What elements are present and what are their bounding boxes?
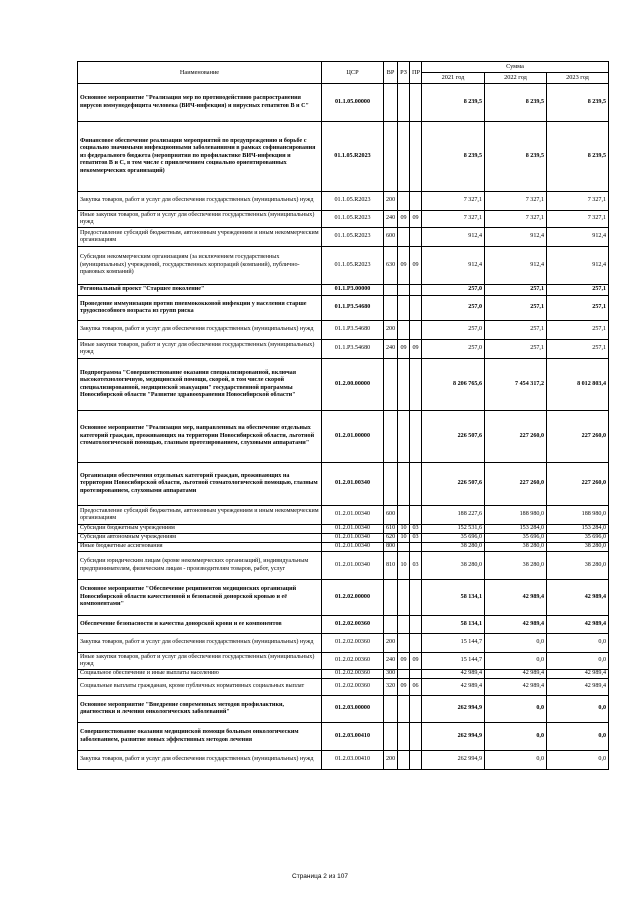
cell-csr: 01.2.03.00000	[322, 696, 384, 723]
cell-2022: 257,1	[485, 285, 547, 296]
cell-2023: 0,0	[547, 653, 609, 670]
cell-name: Предоставление субсидий бюджетным, автономным учреждениям и иным некоммерческим организациям	[78, 228, 322, 247]
header-pr: ПР	[410, 62, 422, 84]
cell-vr: 600	[384, 228, 398, 247]
cell-name: Субсидии автономным учреждениям	[78, 534, 322, 543]
cell-rz: 10	[398, 552, 410, 580]
cell-pr	[410, 670, 422, 679]
cell-2021: 188 227,6	[422, 506, 485, 525]
header-row	[78, 62, 609, 73]
cell-csr: 01.1.05.R2023	[322, 192, 384, 211]
cell-pr	[410, 359, 422, 411]
cell-vr: 240	[384, 211, 398, 228]
table-row	[78, 463, 609, 506]
cell-csr: 01.2.03.00410	[322, 723, 384, 751]
cell-vr	[384, 84, 398, 122]
cell-2022: 257,1	[485, 321, 547, 340]
cell-2021: 58 134,1	[422, 616, 485, 634]
cell-name: Закупка товаров, работ и услуг для обеспечения государственных (муниципальных) нужд	[78, 192, 322, 211]
table-row	[78, 723, 609, 751]
cell-name: Иные закупки товаров, работ и услуг для обеспечения государственных (муниципальных) нужд	[78, 211, 322, 228]
table-row	[78, 552, 609, 580]
cell-2022: 257,1	[485, 296, 547, 321]
cell-2022: 227 260,0	[485, 411, 547, 463]
cell-pr	[410, 543, 422, 552]
table-row	[78, 670, 609, 679]
cell-vr	[384, 359, 398, 411]
cell-2021: 15 144,7	[422, 653, 485, 670]
cell-vr: 810	[384, 552, 398, 580]
cell-rz	[398, 321, 410, 340]
cell-csr: 01.2.00.00000	[322, 359, 384, 411]
page-footer: Страница 2 из 107	[292, 873, 348, 880]
cell-2022: 7 454 317,2	[485, 359, 547, 411]
cell-pr	[410, 580, 422, 616]
cell-pr	[410, 296, 422, 321]
table-row	[78, 122, 609, 192]
cell-csr: 01.1.05.R2023	[322, 247, 384, 285]
cell-name: Социальное обеспечение и иные выплаты населению	[78, 670, 322, 679]
cell-name: Региональный проект "Старшее поколение"	[78, 285, 322, 296]
cell-csr: 01.2.02.00360	[322, 670, 384, 679]
cell-rz	[398, 696, 410, 723]
cell-2023: 257,1	[547, 285, 609, 296]
cell-rz	[398, 616, 410, 634]
cell-2021: 38 280,0	[422, 543, 485, 552]
cell-vr: 200	[384, 192, 398, 211]
cell-2021: 8 206 765,6	[422, 359, 485, 411]
cell-2023: 0,0	[547, 696, 609, 723]
header-rz: РЗ	[398, 62, 410, 84]
table-row	[78, 340, 609, 359]
cell-vr: 320	[384, 679, 398, 696]
cell-2021: 8 239,5	[422, 84, 485, 122]
cell-name: Совершенствование оказания медицинской помощи больным онкологическим заболеванием, развитие новых эффективных методов лечения	[78, 723, 322, 751]
cell-2021: 35 696,0	[422, 534, 485, 543]
cell-2023: 42 989,4	[547, 580, 609, 616]
cell-vr	[384, 122, 398, 192]
table-row	[78, 411, 609, 463]
cell-2022: 42 989,4	[485, 679, 547, 696]
cell-pr	[410, 321, 422, 340]
cell-vr: 240	[384, 340, 398, 359]
cell-name: Иные бюджетные ассигнования	[78, 543, 322, 552]
cell-rz: 09	[398, 653, 410, 670]
cell-2022: 38 280,0	[485, 543, 547, 552]
cell-rz	[398, 670, 410, 679]
cell-name: Обеспечение безопасности и качества донорской крови и ее компонентов	[78, 616, 322, 634]
cell-pr: 03	[410, 552, 422, 580]
cell-2023: 42 989,4	[547, 616, 609, 634]
cell-pr	[410, 463, 422, 506]
cell-csr: 01.2.01.00340	[322, 552, 384, 580]
cell-name: Организация обеспечения отдельных категорий граждан, проживающих на территории Новосибирской области, льготной стоматологической помощью, глазным протезированием, слуховыми аппаратами	[78, 463, 322, 506]
cell-2022: 0,0	[485, 696, 547, 723]
cell-rz: 09	[398, 340, 410, 359]
table-row	[78, 580, 609, 616]
cell-2021: 58 134,1	[422, 580, 485, 616]
cell-vr: 300	[384, 670, 398, 679]
cell-name: Субсидии бюджетным учреждениям	[78, 525, 322, 534]
cell-name: Закупка товаров, работ и услуг для обеспечения государственных (муниципальных) нужд	[78, 751, 322, 770]
cell-csr: 01.2.02.00360	[322, 616, 384, 634]
cell-pr: 03	[410, 534, 422, 543]
header-vr: ВР	[384, 62, 398, 84]
cell-2023: 35 696,0	[547, 534, 609, 543]
cell-rz	[398, 463, 410, 506]
table-row	[78, 696, 609, 723]
cell-2022: 0,0	[485, 653, 547, 670]
cell-pr: 06	[410, 679, 422, 696]
cell-vr	[384, 296, 398, 321]
table-row	[78, 543, 609, 552]
table-row	[78, 192, 609, 211]
table-row	[78, 359, 609, 411]
table-row	[78, 534, 609, 543]
table-row	[78, 506, 609, 525]
cell-2023: 38 280,0	[547, 552, 609, 580]
table-row	[78, 296, 609, 321]
cell-pr: 03	[410, 525, 422, 534]
cell-csr: 01.2.01.00340	[322, 506, 384, 525]
cell-2021: 257,0	[422, 296, 485, 321]
cell-csr: 01.2.03.00410	[322, 751, 384, 770]
cell-2023: 8 239,5	[547, 122, 609, 192]
cell-2022: 8 239,5	[485, 84, 547, 122]
budget-table	[77, 61, 609, 770]
cell-2023: 257,1	[547, 340, 609, 359]
cell-vr: 200	[384, 751, 398, 770]
cell-vr: 610	[384, 525, 398, 534]
cell-name: Основное мероприятие "Внедрение современных методов профилактики, диагностики и лечения онкологических заболеваний"	[78, 696, 322, 723]
cell-name: Субсидии некоммерческим организациям (за исключением государственных (муниципальных) учреждений, государственных корпораций (компаний), публично-правовых компаний)	[78, 247, 322, 285]
cell-vr	[384, 285, 398, 296]
cell-name: Иные закупки товаров, работ и услуг для обеспечения государственных (муниципальных) нужд	[78, 653, 322, 670]
cell-2021: 38 280,0	[422, 552, 485, 580]
cell-name: Иные закупки товаров, работ и услуг для обеспечения государственных (муниципальных) нужд	[78, 340, 322, 359]
cell-pr	[410, 634, 422, 653]
cell-csr: 01.2.01.00000	[322, 411, 384, 463]
cell-2021: 262 994,9	[422, 723, 485, 751]
cell-pr	[410, 751, 422, 770]
cell-vr	[384, 580, 398, 616]
table-row	[78, 525, 609, 534]
cell-pr	[410, 506, 422, 525]
cell-name: Подпрограмма "Совершенствование оказания специализированной, включая высокотехнологичную, медицинской помощи, скорой, в том числе скорой специализированной, медицинской эвакуации" государственной программы Новосибирской области "Развитие здравоохранения Новосибирской области"	[78, 359, 322, 411]
cell-pr: 09	[410, 340, 422, 359]
cell-rz	[398, 543, 410, 552]
cell-pr	[410, 411, 422, 463]
table-row	[78, 751, 609, 770]
table-row	[78, 653, 609, 670]
cell-2021: 42 989,4	[422, 670, 485, 679]
cell-2023: 42 989,4	[547, 679, 609, 696]
cell-2022: 42 989,4	[485, 580, 547, 616]
table-row	[78, 634, 609, 653]
cell-2022: 38 280,0	[485, 552, 547, 580]
cell-2023: 227 260,0	[547, 463, 609, 506]
cell-2023: 912,4	[547, 228, 609, 247]
cell-csr: 01.2.02.00360	[322, 634, 384, 653]
table-row	[78, 616, 609, 634]
cell-name: Финансовое обеспечение реализации мероприятий по предупреждению и борьбе с социально значимыми инфекционными заболеваниями в рамках софинансирования из федерального бюджета (мероприятия по профилактике ВИЧ-инфекции и гепатитов В и С, в том числе с привлечением социально ориентированных некоммерческих организаций)	[78, 122, 322, 192]
cell-rz	[398, 192, 410, 211]
cell-2023: 0,0	[547, 751, 609, 770]
cell-name: Основное мероприятие "Реализация мер, направленных на обеспечение отдельных категорий граждан, проживающих на территории Новосибирской области, льготной стоматологической помощью, глазным протезированием, слуховыми аппаратами"	[78, 411, 322, 463]
cell-name: Социальные выплаты гражданам, кроме публичных нормативных социальных выплат	[78, 679, 322, 696]
cell-2023: 257,1	[547, 296, 609, 321]
table-row	[78, 321, 609, 340]
cell-rz	[398, 122, 410, 192]
cell-name: Основное мероприятие "Обеспечение реципиентов медицинских организаций Новосибирской области качественной и безопасной донорской кровью и её компонентами"	[78, 580, 322, 616]
cell-csr: 01.1.P3.00000	[322, 285, 384, 296]
cell-pr: 09	[410, 653, 422, 670]
cell-rz	[398, 285, 410, 296]
cell-2023: 188 980,0	[547, 506, 609, 525]
cell-2022: 42 989,4	[485, 616, 547, 634]
cell-rz: 10	[398, 525, 410, 534]
cell-rz	[398, 411, 410, 463]
cell-rz	[398, 634, 410, 653]
header-name: Наименование	[78, 62, 322, 84]
cell-2021: 912,4	[422, 228, 485, 247]
cell-vr: 630	[384, 247, 398, 285]
cell-rz	[398, 580, 410, 616]
cell-rz: 09	[398, 211, 410, 228]
cell-rz	[398, 723, 410, 751]
cell-csr: 01.2.02.00000	[322, 580, 384, 616]
cell-vr	[384, 411, 398, 463]
cell-pr	[410, 285, 422, 296]
table-row	[78, 679, 609, 696]
cell-2021: 226 507,6	[422, 411, 485, 463]
cell-vr: 600	[384, 506, 398, 525]
cell-vr: 800	[384, 543, 398, 552]
cell-vr	[384, 723, 398, 751]
cell-name: Закупка товаров, работ и услуг для обеспечения государственных (муниципальных) нужд	[78, 634, 322, 653]
cell-pr	[410, 192, 422, 211]
cell-rz	[398, 296, 410, 321]
cell-pr	[410, 228, 422, 247]
cell-2021: 42 989,4	[422, 679, 485, 696]
cell-2021: 257,0	[422, 340, 485, 359]
cell-2021: 257,0	[422, 285, 485, 296]
cell-rz: 10	[398, 534, 410, 543]
cell-2023: 227 260,0	[547, 411, 609, 463]
cell-csr: 01.2.02.00360	[322, 679, 384, 696]
cell-csr: 01.1.P3.54680	[322, 340, 384, 359]
cell-2021: 257,0	[422, 321, 485, 340]
cell-rz	[398, 751, 410, 770]
cell-csr: 01.1.05.00000	[322, 84, 384, 122]
cell-pr	[410, 696, 422, 723]
cell-2022: 7 327,1	[485, 211, 547, 228]
cell-pr	[410, 84, 422, 122]
cell-csr: 01.2.01.00340	[322, 525, 384, 534]
cell-2022: 227 260,0	[485, 463, 547, 506]
cell-2023: 7 327,1	[547, 192, 609, 211]
cell-2023: 0,0	[547, 723, 609, 751]
cell-2021: 8 239,5	[422, 122, 485, 192]
cell-2021: 7 327,1	[422, 192, 485, 211]
cell-2021: 226 507,6	[422, 463, 485, 506]
cell-csr: 01.1.05.R2023	[322, 122, 384, 192]
cell-2021: 15 144,7	[422, 634, 485, 653]
cell-csr: 01.1.P3.54680	[322, 321, 384, 340]
table-row	[78, 84, 609, 122]
cell-2023: 153 284,0	[547, 525, 609, 534]
table-row	[78, 228, 609, 247]
cell-rz	[398, 359, 410, 411]
header-year-2023: 2023 год	[547, 73, 609, 84]
cell-name: Субсидии юридическим лицам (кроме некоммерческих организаций), индивидуальным предпринимателям, физическим лицам - производителям товаров, работ, услуг	[78, 552, 322, 580]
cell-2021: 912,4	[422, 247, 485, 285]
cell-2021: 262 994,9	[422, 696, 485, 723]
cell-2022: 153 284,0	[485, 525, 547, 534]
cell-2022: 35 696,0	[485, 534, 547, 543]
cell-vr: 620	[384, 534, 398, 543]
cell-csr: 01.1.P3.54680	[322, 296, 384, 321]
cell-vr	[384, 696, 398, 723]
cell-2022: 42 989,4	[485, 670, 547, 679]
cell-2021: 262 994,9	[422, 751, 485, 770]
cell-csr: 01.2.01.00340	[322, 534, 384, 543]
cell-name: Закупка товаров, работ и услуг для обеспечения государственных (муниципальных) нужд	[78, 321, 322, 340]
header-sum: Сумма	[422, 62, 609, 73]
cell-csr: 01.2.02.00360	[322, 653, 384, 670]
cell-2023: 8 239,5	[547, 84, 609, 122]
cell-pr	[410, 616, 422, 634]
cell-2023: 42 989,4	[547, 670, 609, 679]
cell-2023: 38 280,0	[547, 543, 609, 552]
cell-vr: 200	[384, 321, 398, 340]
header-csr: ЦСР	[322, 62, 384, 84]
cell-vr: 240	[384, 653, 398, 670]
cell-pr: 09	[410, 247, 422, 285]
cell-2022: 0,0	[485, 723, 547, 751]
cell-rz: 09	[398, 247, 410, 285]
cell-2022: 7 327,1	[485, 192, 547, 211]
cell-name: Предоставление субсидий бюджетным, автономным учреждениям и иным некоммерческим организациям	[78, 506, 322, 525]
cell-2021: 152 531,6	[422, 525, 485, 534]
cell-2022: 188 980,0	[485, 506, 547, 525]
cell-pr	[410, 723, 422, 751]
cell-2023: 8 012 803,4	[547, 359, 609, 411]
header-year-2022: 2022 год	[485, 73, 547, 84]
cell-2022: 0,0	[485, 634, 547, 653]
cell-rz	[398, 84, 410, 122]
table-row	[78, 247, 609, 285]
cell-2023: 7 327,1	[547, 211, 609, 228]
cell-2022: 257,1	[485, 340, 547, 359]
cell-2023: 912,4	[547, 247, 609, 285]
cell-vr: 200	[384, 634, 398, 653]
cell-csr: 01.2.01.00340	[322, 463, 384, 506]
cell-rz	[398, 506, 410, 525]
cell-2022: 912,4	[485, 247, 547, 285]
cell-name: Основное мероприятие "Реализация мер по противодействию распространения вирусов иммунодефицита человека (ВИЧ-инфекция) и вирусных гепатитов В и С"	[78, 84, 322, 122]
header-year-2021: 2021 год	[422, 73, 485, 84]
cell-rz: 09	[398, 679, 410, 696]
cell-pr	[410, 122, 422, 192]
cell-2022: 8 239,5	[485, 122, 547, 192]
cell-rz	[398, 228, 410, 247]
cell-2022: 912,4	[485, 228, 547, 247]
cell-2021: 7 327,1	[422, 211, 485, 228]
cell-vr	[384, 463, 398, 506]
cell-csr: 01.1.05.R2023	[322, 211, 384, 228]
cell-2023: 257,1	[547, 321, 609, 340]
cell-2023: 0,0	[547, 634, 609, 653]
table-row	[78, 285, 609, 296]
cell-2022: 0,0	[485, 751, 547, 770]
cell-vr	[384, 616, 398, 634]
cell-csr: 01.1.05.R2023	[322, 228, 384, 247]
table-row	[78, 211, 609, 228]
cell-pr: 09	[410, 211, 422, 228]
cell-csr: 01.2.01.00340	[322, 543, 384, 552]
cell-name: Проведение иммунизации против пневмококковой инфекции у населения старше трудоспособного возраста из групп риска	[78, 296, 322, 321]
